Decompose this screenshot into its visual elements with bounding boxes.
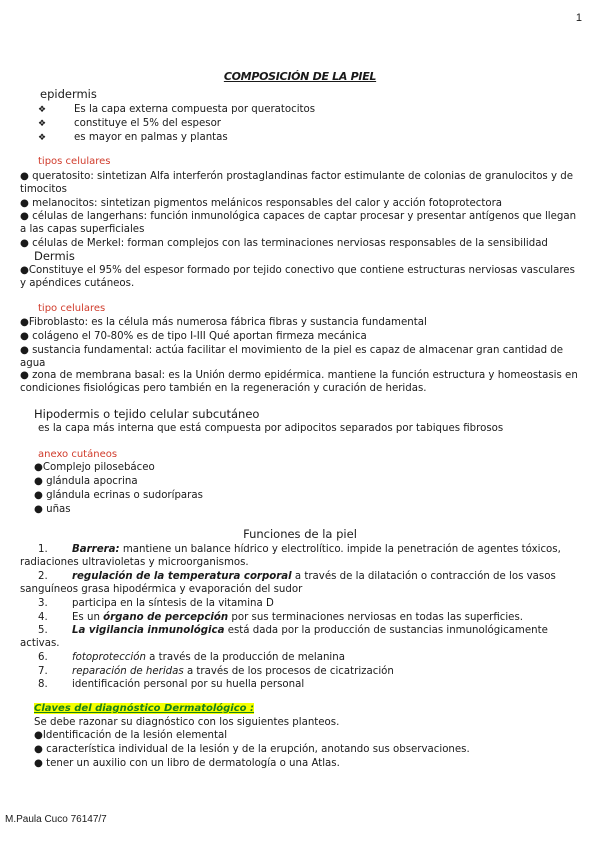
- list-item: ❖ Es la capa externa compuesta por queratocitos: [38, 103, 315, 117]
- list-item: ● células de langerhans: función inmunológica capaces de captar procesar y presentar antígenos que llegan a las capas superficiales: [20, 211, 577, 236]
- hipodermis-heading: Hipodermis o tejido celular subcutáneo: [34, 407, 260, 421]
- claves-intro: Se debe razonar su diagnóstico con los siguientes planteos.: [34, 717, 340, 728]
- diamond-bullet-icon: ❖: [38, 105, 47, 115]
- list-item: ● uñas: [34, 504, 71, 515]
- dermis-heading: Dermis: [34, 249, 75, 263]
- function-item: 8. identificación personal por su huella personal: [38, 679, 305, 690]
- epidermis-heading: epidermis: [40, 87, 97, 101]
- author-footer: M.Paula Cuco 76147/7: [5, 814, 107, 825]
- anexo-heading: anexo cutáneos: [38, 449, 118, 460]
- function-item: 3. participa en la síntesis de la vitamina D: [38, 598, 274, 609]
- list-item: ● glándula apocrina: [34, 476, 138, 487]
- hipodermis-text: es la capa más interna que está compuesta por adipocitos separados por tabiques fibrosos: [38, 423, 504, 434]
- function-item: 4. Es un órgano de percepción por sus terminaciones nerviosas en todas las superficies.: [38, 612, 523, 623]
- claves-heading: Claves del diagnóstico Dermatológico :: [34, 703, 255, 714]
- list-item: ● células de Merkel: forman complejos con las terminaciones nerviosas responsables de la sensibilidad: [20, 238, 548, 249]
- function-item-cont: sanguíneos grasa hipodérmica y evaporación del sudor: [20, 584, 303, 595]
- dermis-text: ●Constituye el 95% del espesor formado por tejido conectivo que contiene estructuras nerviosas vasculares y apéndices cutáneos.: [20, 265, 575, 290]
- list-item: ❖ es mayor en palmas y plantas: [38, 131, 228, 145]
- diamond-bullet-icon: ❖: [38, 133, 47, 143]
- page-title: COMPOSICIÓN DE LA PIEL: [223, 70, 377, 83]
- list-item: ● queratosito: sintetizan Alfa interferón prostaglandinas factor estimulante de colonias de granulocitos y de timocitos: [20, 171, 573, 196]
- funciones-heading: Funciones de la piel: [243, 527, 357, 541]
- list-item: ● colágeno el 70-80% es de tipo I-III Qué aportan firmeza mecánica: [20, 331, 367, 342]
- function-item: 7. reparación de heridas a través de los procesos de cicatrización: [38, 666, 394, 677]
- function-item-cont: radiaciones ultravioletas y microorganismos.: [20, 557, 249, 568]
- function-item-cont: activas.: [20, 638, 60, 649]
- list-item: ● zona de membrana basal: es la Unión dermo epidérmica. mantiene la función estructura y homeostasis en condiciones fisiológicas pero también en la regeneración y curación de heridas.: [20, 370, 578, 395]
- list-item: ● glándula ecrinas o sudoríparas: [34, 490, 203, 501]
- page-number: 1: [575, 12, 582, 24]
- list-item: ● tener un auxilio con un libro de dermatología o una Atlas.: [34, 758, 340, 769]
- list-item: ❖ constituye el 5% del espesor: [38, 117, 221, 131]
- diamond-bullet-icon: ❖: [38, 119, 47, 129]
- list-item: ● característica individual de la lesión y de la erupción, anotando sus observaciones.: [34, 744, 470, 755]
- function-item: 1. Barrera: mantiene un balance hídrico y electrolítico. impide la penetración de agentes tóxicos,: [38, 544, 561, 555]
- list-item: ● melanocitos: sintetizan pigmentos melánicos responsables del calor y acción fotoprotectora: [20, 198, 503, 209]
- list-item: ●Complejo pilosebáceo: [34, 462, 155, 473]
- list-item: ●Identificación de la lesión elemental: [34, 730, 228, 741]
- tipos-celulares-heading: tipos celulares: [38, 156, 111, 167]
- list-item: ●Fibroblasto: es la célula más numerosa fábrica fibras y sustancia fundamental: [20, 317, 427, 328]
- function-item: 5. La vigilancia inmunológica está dada por la producción de sustancias inmunológicamente: [38, 625, 548, 636]
- function-item: 2. regulación de la temperatura corporal a través de la dilatación o contracción de los vasos: [38, 571, 556, 582]
- list-item: ● sustancia fundamental: actúa facilitar el movimiento de la piel es capaz de almacenar gran cantidad de agua: [20, 345, 564, 370]
- function-item: 6. fotoprotección a través de la producción de melanina: [38, 652, 345, 663]
- tipo-celulares-heading: tipo celulares: [38, 303, 106, 314]
